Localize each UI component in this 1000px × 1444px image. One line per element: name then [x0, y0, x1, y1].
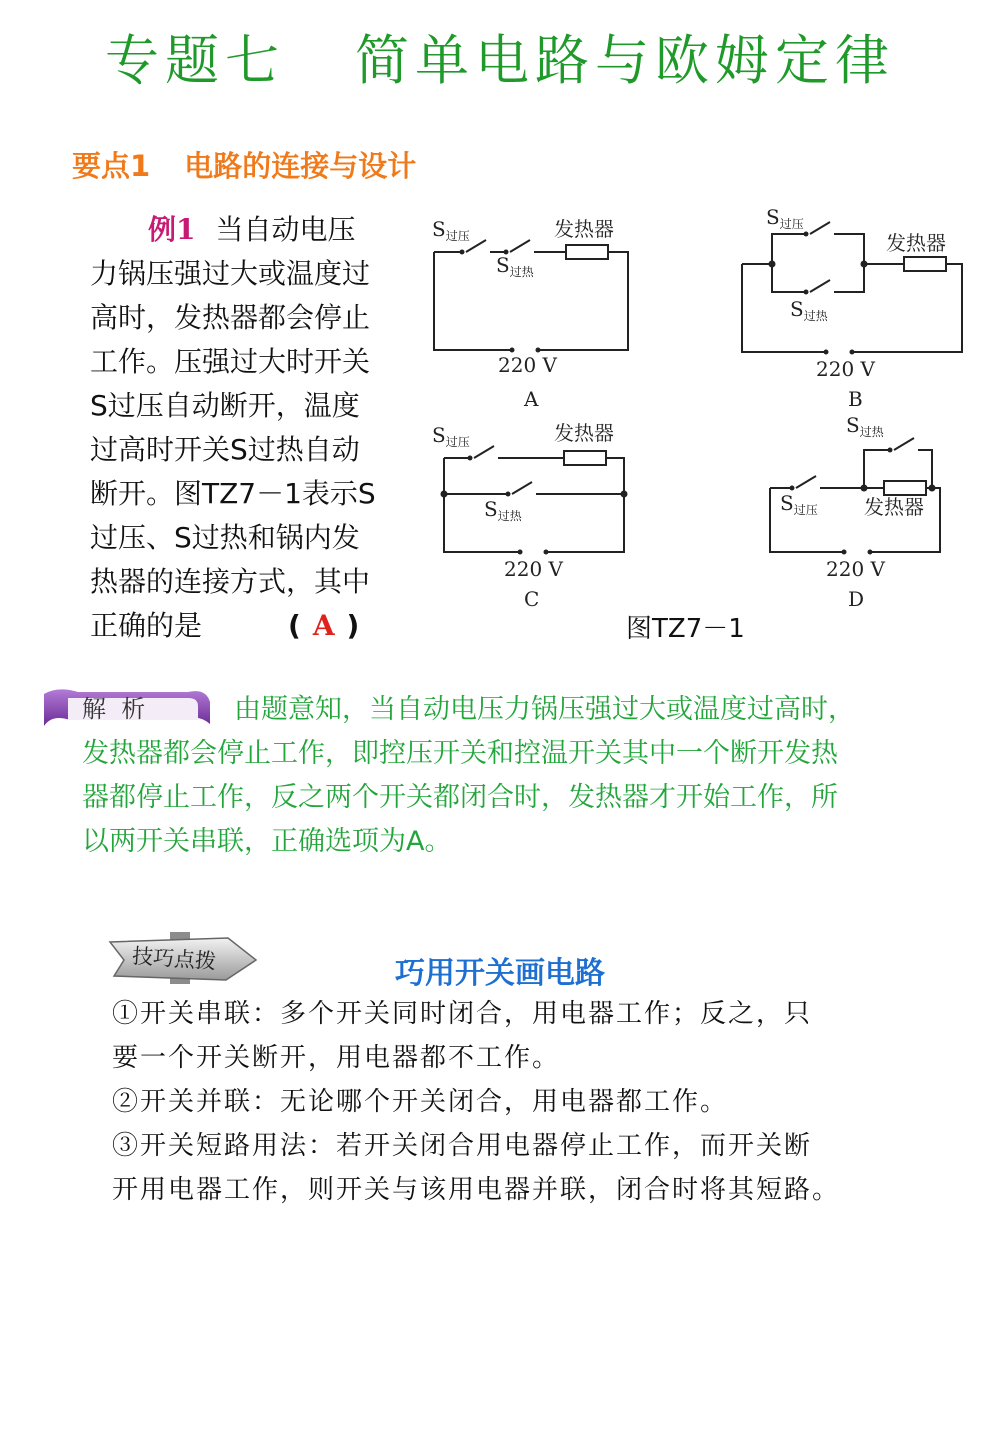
label-s-heat: $S_{过热}$: [846, 413, 884, 439]
tip-body: [112, 992, 912, 1212]
question-line: 工作。压强过大时开关: [90, 345, 371, 378]
label-s-pressure: $S_{过压}$: [432, 423, 470, 449]
label-s-pressure: $S_{过压}$: [432, 217, 470, 243]
page-title: [0, 18, 1000, 95]
question-line: 例1 当自动电压: [148, 213, 356, 246]
question-line: 过高时开关S过热自动: [90, 433, 360, 466]
analysis-line: 以两开关串联，正确选项为A。: [82, 826, 452, 857]
question-line: 过压、S过热和锅内发: [90, 521, 360, 554]
option-label-a: A: [524, 387, 539, 411]
heater-resistor: [566, 245, 608, 259]
question-line: 高时，发热器都会停止: [90, 301, 371, 334]
title-part1: 专题七: [105, 29, 285, 92]
analysis-badge-label: 解 析: [82, 695, 146, 723]
option-label-b: B: [848, 387, 863, 411]
question-line: 正确的是 ( A ): [90, 609, 360, 642]
tip-title: 巧用开关画电路: [395, 956, 605, 991]
label-voltage: 220 V: [498, 353, 557, 377]
tip-line: 开用电器工作，则开关与该用电器并联，闭合时将其短路。: [112, 1175, 841, 1205]
title-part2: 简单电路与欧姆定律: [355, 29, 895, 92]
analysis-line: 器都停止工作，反之两个开关都闭合时，发热器才开始工作，所: [82, 782, 838, 813]
label-s-heat: $S_{过热}$: [484, 497, 522, 523]
circuit-c: [444, 446, 624, 552]
section-heading: [72, 144, 416, 185]
label-heater: 发热器: [886, 231, 946, 255]
answer-paren-open: (: [288, 609, 301, 642]
circuit-figure: [420, 200, 980, 610]
answer-letter: A: [312, 609, 335, 642]
analysis-text: [82, 688, 962, 864]
label-s-pressure: $S_{过压}$: [766, 205, 804, 231]
heater-resistor: [904, 257, 946, 271]
label-heater: 发热器: [864, 495, 924, 519]
label-voltage: 220 V: [826, 557, 885, 581]
label-s-heat: $S_{过热}$: [496, 253, 534, 279]
tip-line: 要一个开关断开，用电器都不工作。: [112, 1043, 561, 1073]
tip-badge-label: 技巧点拨: [131, 943, 217, 974]
question-line: S过压自动断开，温度: [90, 389, 360, 422]
tip-line: ②开关并联：无论哪个开关闭合，用电器都工作。: [112, 1087, 729, 1117]
heater-resistor: [564, 451, 606, 465]
tip-line: ③开关短路用法：若开关闭合用电器停止工作，而开关断: [112, 1131, 813, 1161]
analysis-line: 由题意知，当自动电压力锅压强过大或温度过高时，: [234, 694, 855, 725]
question-line: 断开。图TZ7－1表示S: [90, 477, 376, 510]
option-label-c: C: [524, 587, 540, 610]
label-heater: 发热器: [554, 421, 614, 445]
example-label: 例1: [148, 213, 196, 246]
label-voltage: 220 V: [504, 557, 563, 581]
answer-paren-close: ): [346, 609, 360, 642]
analysis-line: 发热器都会停止工作，即控压开关和控温开关其中一个断开发热: [82, 738, 838, 769]
label-s-heat: $S_{过热}$: [790, 297, 828, 323]
label-s-pressure: $S_{过压}$: [780, 491, 818, 517]
option-label-d: D: [848, 587, 865, 610]
question-line: 热器的连接方式，其中: [90, 565, 371, 598]
circuit-a: [434, 240, 628, 350]
label-heater: 发热器: [554, 217, 614, 241]
question-text: [90, 208, 410, 648]
section-name: 电路的连接与设计: [184, 149, 417, 183]
tip-line: ①开关串联：多个开关同时闭合，用电器工作；反之，只: [112, 999, 813, 1029]
section-label: 要点1: [72, 149, 151, 183]
label-voltage: 220 V: [816, 357, 875, 381]
figure-caption: 图TZ7－1: [626, 614, 745, 644]
question-line: 力锅压强过大或温度过: [90, 257, 371, 290]
tip-badge: [106, 930, 262, 986]
heater-resistor: [884, 481, 926, 495]
